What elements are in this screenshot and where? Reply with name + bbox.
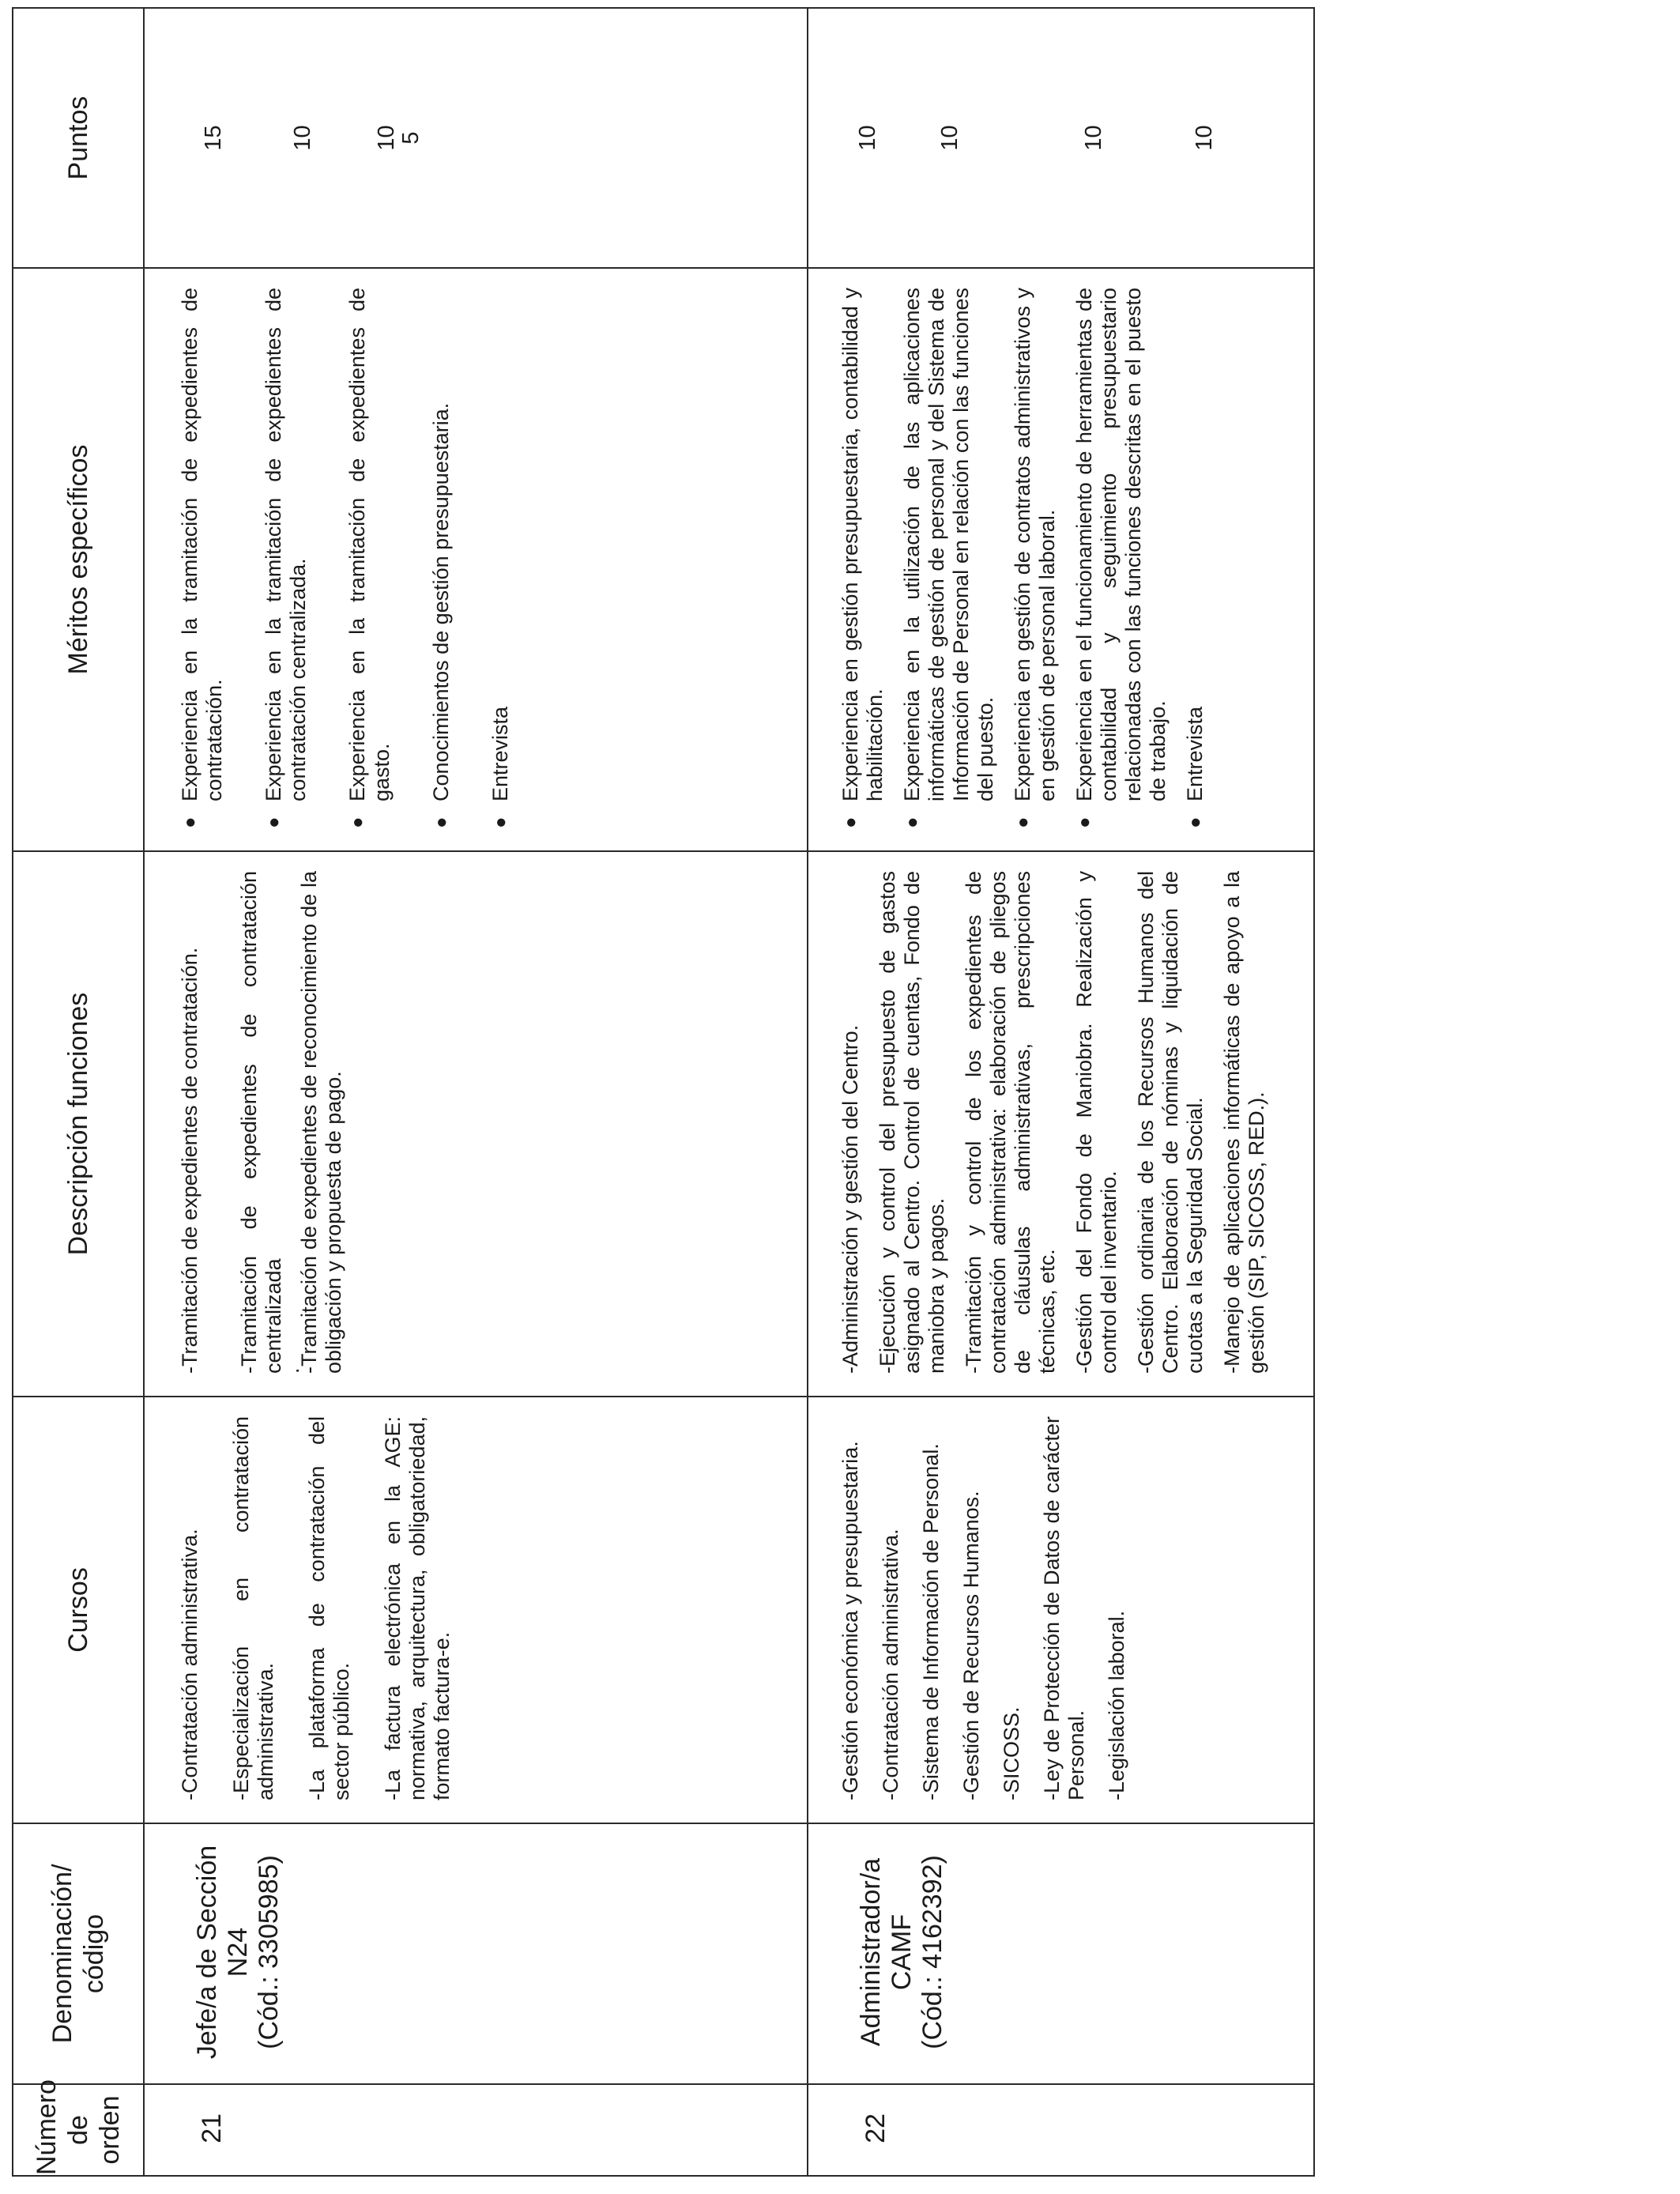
- meritos-table: [12, 7, 1315, 2177]
- bullet-icon: ●: [1074, 816, 1095, 828]
- puntos-value: 15: [201, 125, 226, 151]
- bullet-icon: ●: [431, 816, 452, 828]
- merito-item: ● Experiencia en gestión presupuestaria, contabilidad y habilitación.: [838, 288, 887, 828]
- bullet-icon: ●: [263, 816, 284, 828]
- curso-item: -Especialización en contratación administrativa.: [229, 1416, 277, 1800]
- puntos-value: 10: [290, 125, 315, 151]
- bullet-icon: ●: [179, 816, 201, 828]
- bullet-icon: ●: [1185, 816, 1206, 828]
- header-denominacion: Denominación/ código: [13, 1823, 144, 2084]
- descripcion-item: -Ejecución y control del presupuesto de gastos asignado al Centro. Control de cuentas, Fondo de maniobra y pagos.: [876, 871, 948, 1374]
- bullet-icon: ●: [347, 816, 368, 828]
- puntos-value: 10: [1081, 125, 1106, 151]
- descripcion-item: -Gestión del Fondo de Maniobra. Realización y control del inventario.: [1072, 871, 1121, 1374]
- descripcion-item: -Administración y gestión del Centro.: [838, 1024, 862, 1374]
- meritos-list: [808, 269, 1250, 850]
- bullet-icon: ●: [840, 816, 861, 828]
- merito-item: ● Experiencia en la tramitación de expedientes de gasto.: [345, 288, 394, 828]
- meritos-list: [145, 269, 556, 850]
- cursos-list: [808, 1397, 1164, 1823]
- curso-item: -SICOSS.: [1000, 1706, 1023, 1800]
- bullet-icon: ●: [902, 816, 923, 828]
- curso-item: -Contratación administrativa.: [178, 1529, 202, 1800]
- descripcion-item: -Tramitación de expedientes de contratación centralizada: [237, 871, 285, 1374]
- header-puntos: Puntos: [13, 8, 144, 268]
- descripcion-item: -Manejo de aplicaciones informáticas de apoyo a la gestión (SIP, SICOSS, RED.).: [1220, 871, 1268, 1374]
- table-row: [808, 8, 1314, 2176]
- descripcion-item: -Tramitación y control de los expedientes de contratación administrativa: elaboración de pliegos de cláusulas administrativas, prescripciones técnicas, etc.: [962, 871, 1059, 1374]
- puntos-value: 10: [1192, 125, 1217, 151]
- puntos-list: [145, 9, 424, 267]
- puntos-value: 10: [937, 125, 962, 151]
- denominacion: Jefe/a de Sección N24 (Cód.: 3305985): [192, 1845, 284, 2060]
- table-row: [144, 8, 808, 2176]
- header-cursos: Cursos: [13, 1397, 144, 1823]
- cursos-list: [145, 1397, 489, 1823]
- descripcion-item: -Gestión ordinaria de los Recursos Humanos del Centro. Elaboración de nóminas y liquidación de cuotas a la Seguridad Social.: [1134, 871, 1207, 1374]
- merito-item: ● Experiencia en la tramitación de expedientes de contratación.: [178, 288, 226, 828]
- merito-item: ● Experiencia en gestión de contratos administrativos y en gestión de personal laboral.: [1011, 288, 1059, 828]
- header-meritos: Méritos específicos: [13, 268, 144, 851]
- descripcion-item: .: [280, 1367, 303, 1374]
- merito-item: ● Entrevista: [488, 706, 512, 828]
- puntos-value: 5: [398, 131, 424, 145]
- curso-item: -Sistema de Información de Personal.: [919, 1443, 943, 1800]
- curso-item: -Gestión económica y presupuestaria.: [838, 1441, 862, 1800]
- descripcion-list: [808, 852, 1304, 1396]
- curso-item: -La plataforma de contratación del sector público.: [305, 1416, 353, 1800]
- merito-item: ● Experiencia en la utilización de las aplicaciones informáticas de gestión de personal y del Sistema de Información de Personal en relación con las funciones del puesto.: [900, 288, 997, 828]
- merito-item: ● Entrevista: [1183, 706, 1207, 828]
- descripcion-item: -Tramitación de expedientes de reconocimiento de la obligación y propuesta de pago.: [297, 871, 345, 1374]
- puntos-list: [808, 9, 1217, 267]
- merito-item: ● Experiencia en la tramitación de expedientes de contratación centralizada.: [262, 288, 310, 828]
- merito-item: ● Conocimientos de gestión presupuestaria.: [429, 402, 453, 828]
- curso-item: -Ley de Protección de Datos de carácter Personal.: [1040, 1416, 1088, 1800]
- puntos-value: 10: [374, 125, 399, 151]
- numero-orden: 22: [861, 2113, 891, 2143]
- curso-item: -La factura electrónica en la AGE: normativa, arquitectura, obligatoriedad, formato factura-e.: [381, 1416, 454, 1800]
- header-row: [13, 8, 144, 2176]
- numero-orden: 21: [197, 2113, 227, 2143]
- merito-item: ● Experiencia en el funcionamiento de herramientas de contabilidad y seguimiento presupuestario relacionadas con las funciones descritas en el puesto de trabajo.: [1072, 288, 1170, 828]
- header-descripcion: Descripción funciones: [13, 851, 144, 1397]
- descripcion-list: [145, 852, 381, 1396]
- descripcion-item: -Tramitación de expedientes de contratación.: [178, 947, 202, 1374]
- curso-item: -Contratación administrativa.: [879, 1529, 902, 1800]
- curso-item: -Gestión de Recursos Humanos.: [959, 1491, 983, 1800]
- bullet-icon: ●: [490, 816, 511, 828]
- bullet-icon: ●: [1012, 816, 1034, 828]
- curso-item: -Legislación laboral.: [1105, 1610, 1128, 1800]
- puntos-value: 10: [855, 125, 880, 151]
- header-numero: Número de orden: [13, 2084, 144, 2176]
- denominacion: Administrador/a CAMF (Cód.: 4162392): [856, 1855, 947, 2049]
